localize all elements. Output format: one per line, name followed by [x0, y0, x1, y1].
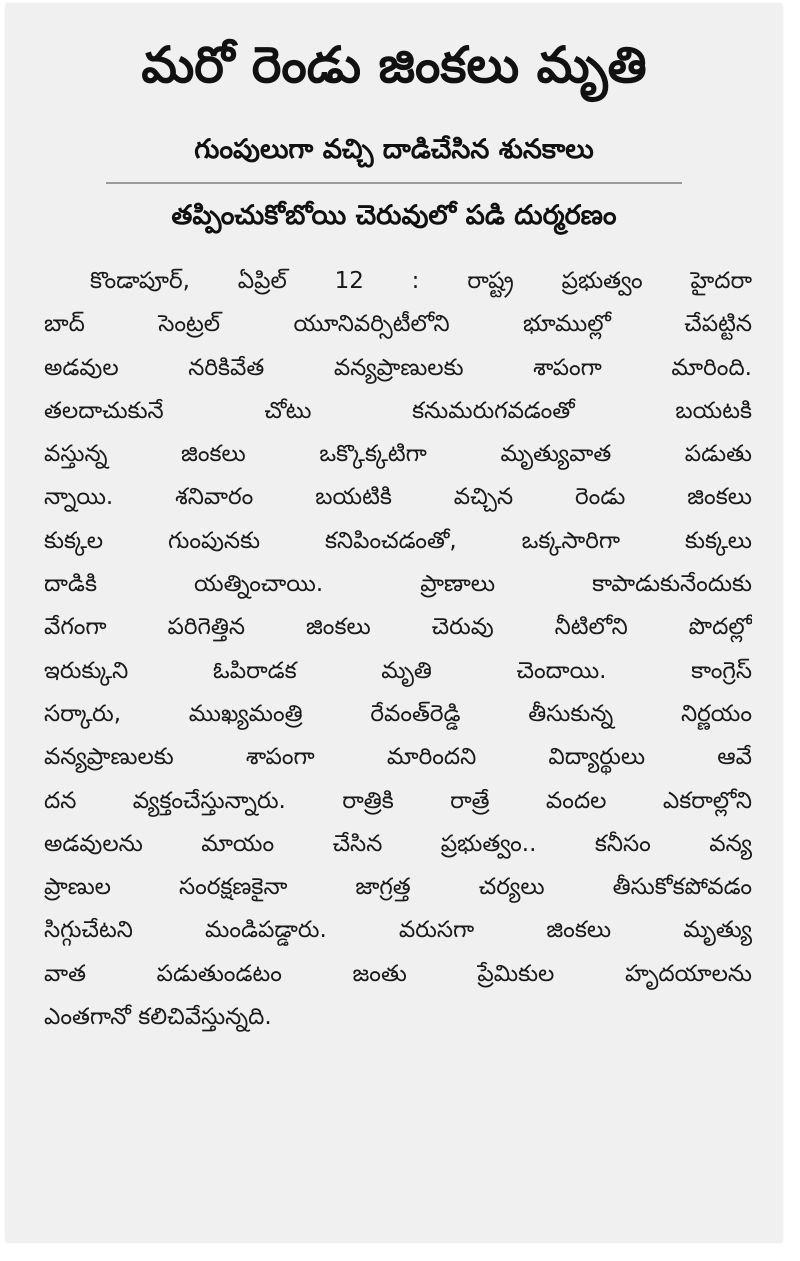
- body-line: అడవులను మాయం చేసిన ప్రభుత్వం.. కనీసం వన్య: [44, 830, 752, 857]
- body-line: వాత పడుతుండటం జంతు ప్రేమికుల హృదయాలను: [44, 960, 752, 987]
- body-line: తలదాచుకునే చోటు కనుమరుగవడంతో బయటకి: [44, 397, 752, 424]
- headline: మరో రెండు జింకలు మృతి: [141, 36, 647, 94]
- body-line: వేగంగా పరిగెత్తిన జింకలు చెరువు నీటిలోని పొదల్లో: [44, 614, 752, 641]
- body-line: సిగ్గుచేటని మండిపడ్డారు. వరుసగా జింకలు మృత్యు: [44, 917, 752, 944]
- newspaper-clipping: [6, 4, 782, 1242]
- body-line: కొండాపూర్, ఏప్రిల్ 12 : రాష్ట్ర ప్రభుత్వం హైదరా: [90, 268, 752, 294]
- body-line: సర్కారు, ముఖ్యమంత్రి రేవంత్‌రెడ్డి తీసుకున్న నిర్ణయం: [44, 700, 752, 727]
- subheadline-divider: [106, 182, 682, 184]
- body-line: వన్యప్రాణులకు శాపంగా మారిందని విద్యార్థులు ఆవే: [44, 744, 752, 771]
- body-line: దన వ్యక్తంచేస్తున్నారు. రాత్రికి రాత్రే వందల ఎకరాల్లోని: [44, 787, 752, 814]
- body-line: ప్రాణుల సంరక్షణకైనా జాగ్రత్త చర్యలు తీసుకోకపోవడం: [44, 874, 752, 901]
- body-line: అడవుల నరికివేత వన్యప్రాణులకు శాపంగా మారింది.: [44, 354, 752, 381]
- body-line: వస్తున్న జింకలు ఒక్కొక్కటిగా మృత్యువాత పడుతు: [44, 441, 752, 468]
- body-line: దాడికి యత్నించాయి. ప్రాణాలు కాపాడుకునేందుకు: [44, 571, 752, 598]
- body-line: ఇరుక్కుని ఓపిరాడక మృతి చెందాయి. కాంగ్రెస్: [44, 657, 752, 684]
- body-line: ఎంతగానో కలిచివేస్తున్నది.: [44, 1004, 272, 1031]
- body-line: బాద్ సెంట్రల్ యూనివర్సిటీలోని భూముల్లో చేపట్టిన: [44, 311, 752, 338]
- subheadline-secondary: తప్పించుకోబోయి చెరువులో పడి దుర్మరణం: [171, 200, 617, 231]
- subheadline-primary: గుంపులుగా వచ్చి దాడిచేసిన శునకాలు: [194, 134, 594, 165]
- article-body: [44, 260, 752, 1039]
- body-line: న్నాయి. శనివారం బయటికి వచ్చిన రెండు జింకలు: [44, 484, 752, 511]
- body-line: కుక్కల గుంపునకు కనిపించడంతో, ఒక్కసారిగా కుక్కలు: [44, 527, 752, 554]
